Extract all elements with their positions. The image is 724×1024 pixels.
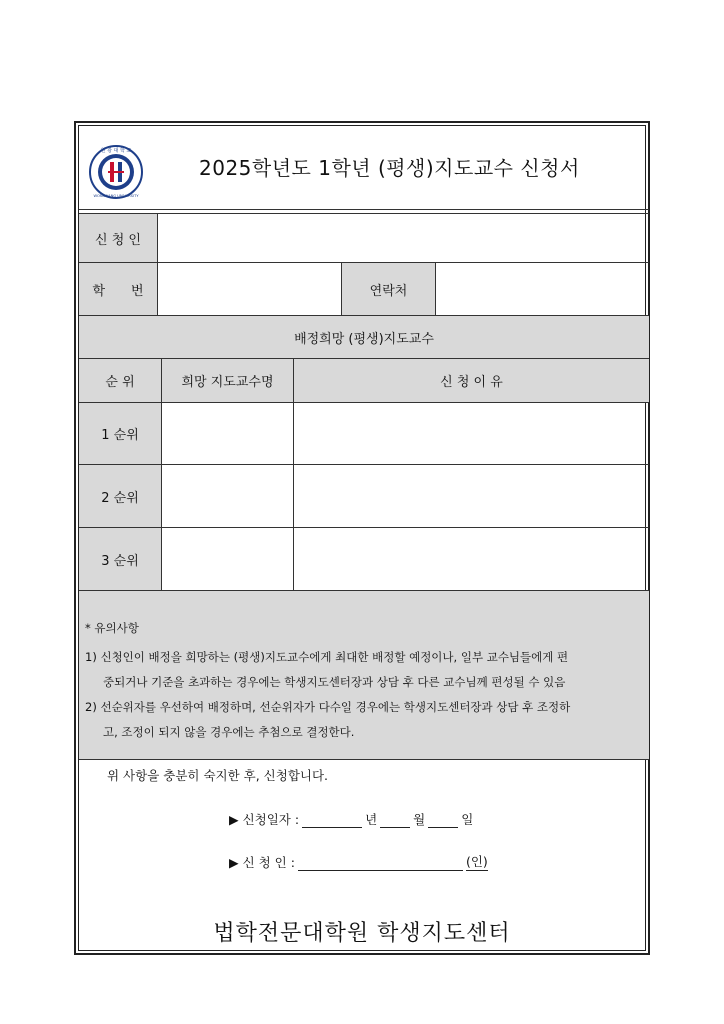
- footer-org: 법학전문대학원 학생지도센터: [213, 921, 511, 946]
- note-line-4: 고, 조정이 되지 않을 경우에는 추첨으로 결정한다.: [103, 725, 355, 739]
- form-inner-border: [78, 125, 646, 951]
- date-label: ▶ 신청일자 :: [229, 812, 300, 827]
- rank-3-professor-field[interactable]: [162, 528, 293, 590]
- column-professor: 희망 지도교수명: [162, 359, 293, 402]
- university-seal-icon: [88, 144, 144, 200]
- day-field[interactable]: [428, 813, 458, 828]
- svg-text:원 광 대 학 교: 원 광 대 학 교: [100, 148, 132, 154]
- rank-2-reason-field[interactable]: [294, 465, 649, 527]
- applicant-name-label: 신 청 인: [79, 214, 157, 262]
- rank-2-professor-field[interactable]: [162, 465, 293, 527]
- student-id-label: 학 번: [79, 263, 157, 315]
- svg-text:WONKWANG UNIVERSITY: WONKWANG UNIVERSITY: [93, 194, 139, 198]
- signer-label: ▶ 신 청 인 :: [229, 855, 295, 870]
- year-field[interactable]: [302, 813, 362, 828]
- note-line-1: 1) 신청인이 배정을 희망하는 (평생)지도교수에게 최대한 배정할 예정이나, 일부 교수님들에게 편: [85, 650, 569, 664]
- form-title: 2025학년도 1학년 (평생)지도교수 신청서: [199, 156, 580, 180]
- notes-title: * 유의사항: [85, 621, 139, 635]
- rank-3-reason-field[interactable]: [294, 528, 649, 590]
- signer-row: [229, 852, 488, 871]
- note-line-3: 2) 선순위자를 우선하여 배정하며, 선순위자가 다수일 경우에는 학생지도센터장과 상담 후 조정하: [85, 700, 571, 714]
- contact-label: 연락처: [342, 263, 435, 315]
- rank-2-label: 2 순위: [79, 465, 161, 527]
- day-unit: 일: [461, 812, 474, 827]
- rank-1-reason-field[interactable]: [294, 403, 649, 464]
- confirmation-text: 위 사항을 충분히 숙지한 후, 신청합니다.: [107, 768, 329, 783]
- advisor-section-header: 배정희망 (평생)지도교수: [79, 316, 649, 358]
- note-line-2: 중되거나 기준을 초과하는 경우에는 학생지도센터장과 상담 후 다른 교수님께 편성될 수 있음: [103, 675, 566, 689]
- signer-name-field[interactable]: [298, 856, 463, 871]
- application-date-row: [229, 810, 473, 828]
- column-rank: 순 위: [79, 359, 161, 402]
- student-id-field[interactable]: [158, 263, 341, 315]
- rank-1-professor-field[interactable]: [162, 403, 293, 464]
- applicant-name-field[interactable]: [158, 214, 649, 262]
- month-field[interactable]: [380, 813, 410, 828]
- notes: [85, 616, 645, 745]
- column-reason: 신 청 이 유: [294, 359, 649, 402]
- rank-1-label: 1 순위: [79, 403, 161, 464]
- rank-3-label: 3 순위: [79, 528, 161, 590]
- contact-field[interactable]: [436, 263, 649, 315]
- year-unit: 년: [365, 812, 378, 827]
- seal-mark: (인): [465, 854, 488, 869]
- application-form: [74, 121, 650, 955]
- month-unit: 월: [413, 812, 426, 827]
